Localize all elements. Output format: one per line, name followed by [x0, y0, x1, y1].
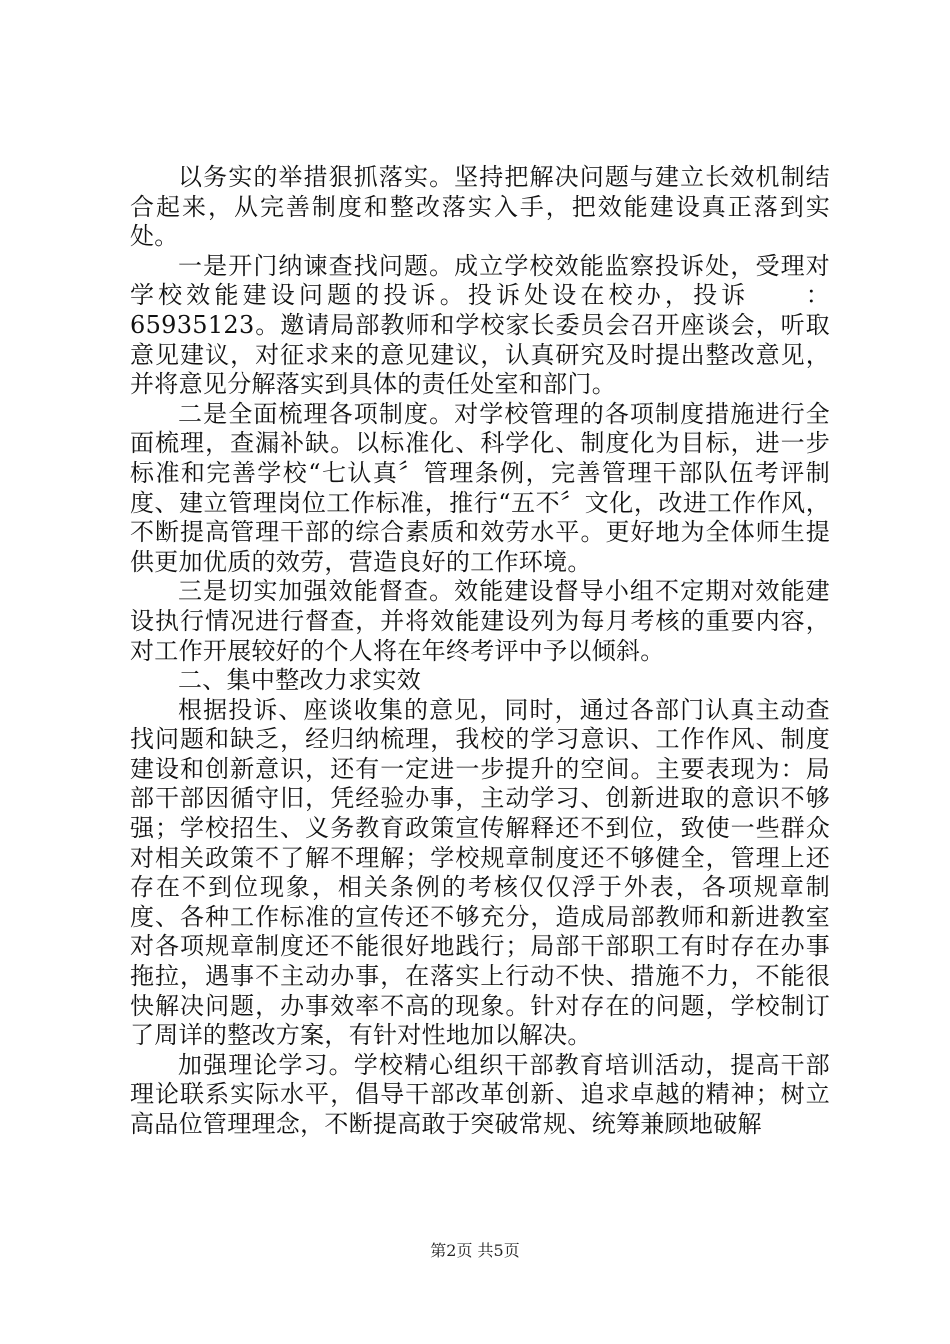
paragraph-6: 加强理论学习。学校精心组织干部教育培训活动，提高干部理论联系实际水平，倡导干部改革创新、追求卓越的精神；树立高品位管理理念，不断提高敢于突破常规、统筹兼顾地破解 — [130, 1050, 830, 1138]
paragraph-5: 根据投诉、座谈收集的意见，同时，通过各部门认真主动查找问题和缺乏，经归纳梳理，我校的学习意识、工作作风、制度建设和创新意识，还有一定进一步提升的空间。主要表现为：局部干部因循守旧，凭经验办事，主动学习、创新进取的意识不够强；学校招生、义务教育政策宣传解释还不到位，致使一些群众对相关政策不了解不理解；学校规章制度还不够健全，管理上还存在不到位现象，相关条例的考核仅仅浮于外表，各项规章制度、各种工作标准的宣传还不够充分，造成局部教师和新进教室对各项规章制度还不能很好地践行；局部干部职工有时存在办事拖拉，遇事不主动办事，在落实上行动不快、措施不力，不能很快解决问题，办事效率不高的现象。针对存在的问题，学校制订了周详的整改方案，有针对性地加以解决。 — [130, 695, 830, 1050]
page-footer: 第2页 共5页 — [430, 1241, 520, 1260]
section-heading: 二、集中整改力求实效 — [178, 666, 421, 695]
paragraph-2: 一是开门纳谏查找问题。成立学校效能监察投诉处，受理对学校效能建设问题的投诉。投诉处设在校办，投诉 ：65935123。邀请局部教师和学校家长委员会召开座谈会，听取意见建议，对征求来的意见建议，认真研究及时提出整改意见，并将意见分解落实到具体的责任处室和部门。 — [130, 251, 830, 399]
paragraph-3: 二是全面梳理各项制度。对学校管理的各项制度措施进行全面梳理，查漏补缺。以标准化、科学化、制度化为目标，进一步标准和完善学校“七认真〞管理条例，完善管理干部队伍考评制度、建立管理岗位工作标准，推行“五不〞文化，改进工作作风，不断提高管理干部的综合素质和效劳水平。更好地为全体师生提供更加优质的效劳，营造良好的工作环境。 — [130, 399, 830, 576]
document-body — [130, 163, 830, 1140]
paragraph-1: 以务实的举措狠抓落实。坚持把解决问题与建立长效机制结合起来，从完善制度和整改落实入手，把效能建设真正落到实处。 — [130, 163, 830, 251]
paragraph-4: 三是切实加强效能督查。效能建设督导小组不定期对效能建设执行情况进行督查，并将效能建设列为每月考核的重要内容，对工作开展较好的个人将在年终考评中予以倾斜。 — [130, 577, 830, 665]
